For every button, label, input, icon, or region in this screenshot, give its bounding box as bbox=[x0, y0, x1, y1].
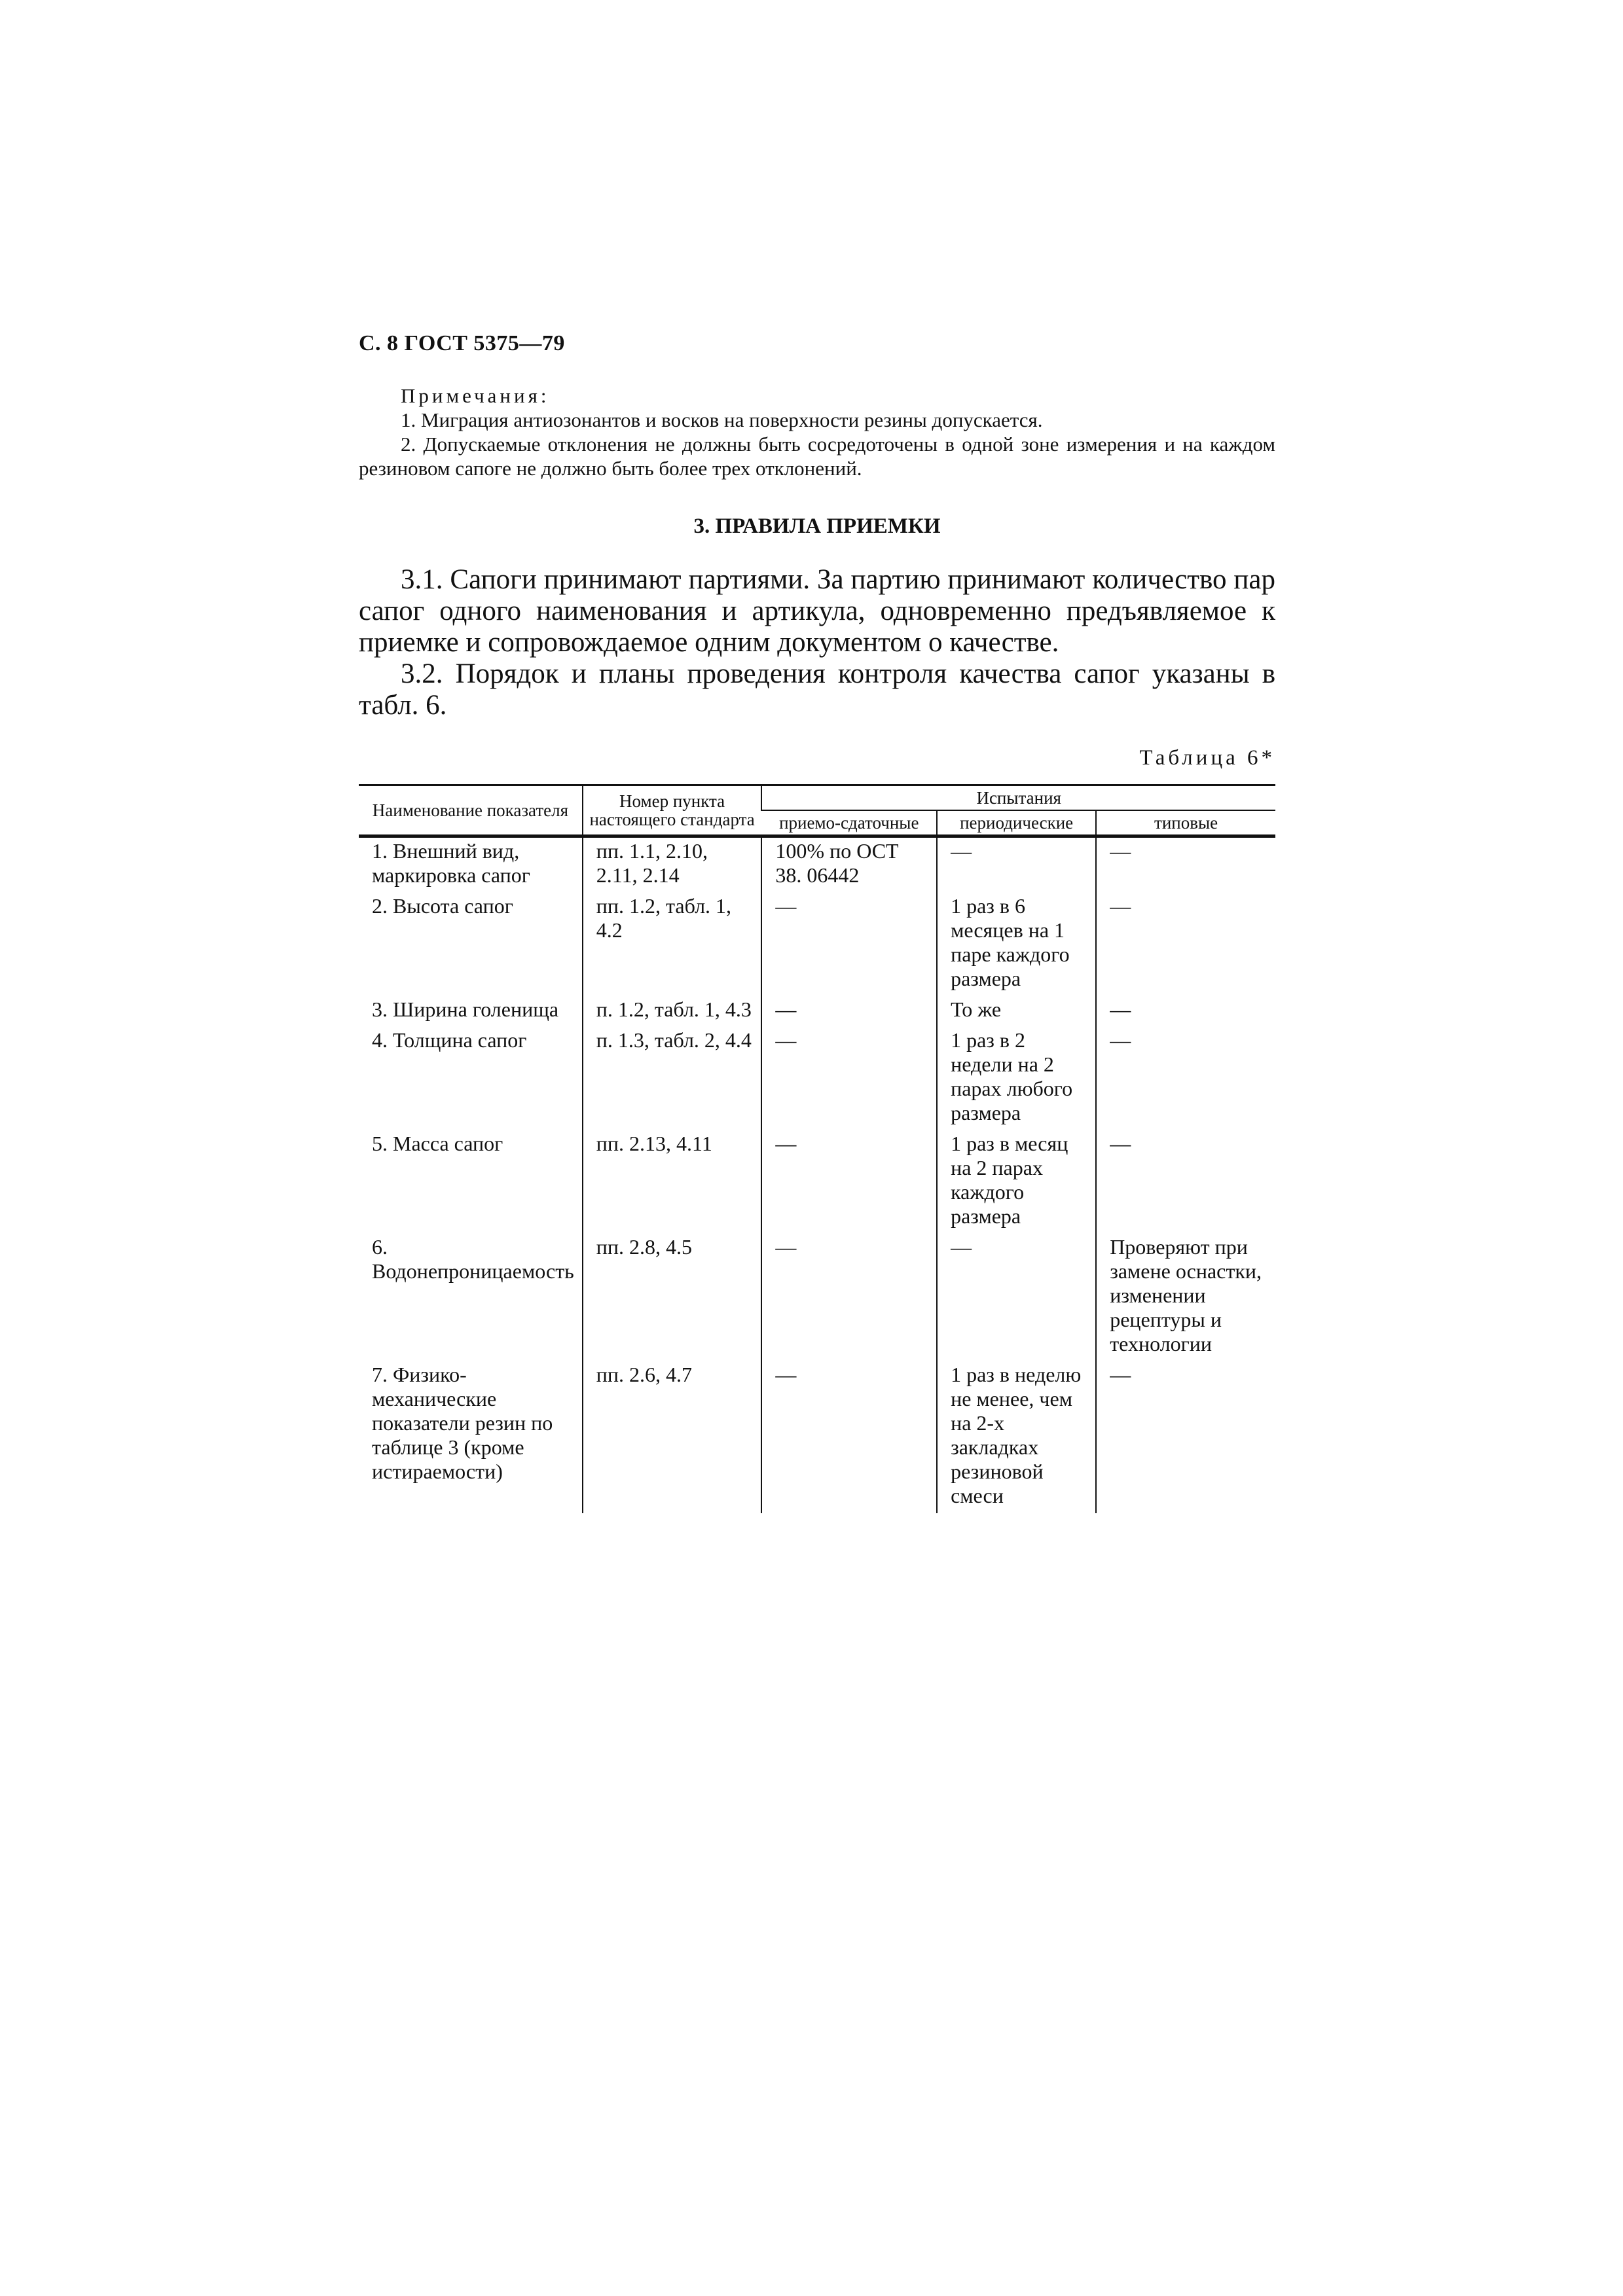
cell-periodic: 1 раз в 6 месяцев на 1 паре каждого размера bbox=[937, 893, 1096, 996]
cell-name: 3. Ширина голенища bbox=[372, 997, 559, 1021]
cell-name: 4. Толщина сапог bbox=[372, 1028, 527, 1052]
cell-periodic: 1 раз в 2 недели на 2 парах любого размера bbox=[937, 1027, 1096, 1130]
header-tests: Испытания bbox=[761, 785, 1275, 811]
cell-type: — bbox=[1096, 996, 1275, 1027]
section-title: 3. ПРАВИЛА ПРИЕМКИ bbox=[693, 514, 941, 538]
header-periodic: периодические bbox=[937, 810, 1096, 836]
header-type: типовые bbox=[1096, 810, 1275, 836]
notes-block bbox=[359, 384, 1275, 480]
cell-acceptance: — bbox=[761, 1130, 937, 1234]
table-row bbox=[359, 1361, 1275, 1513]
paragraph-3-2: 3.2. Порядок и планы проведения контроля качества сапог указаны в табл. 6. bbox=[359, 658, 1275, 721]
cell-periodic: То же bbox=[937, 996, 1096, 1027]
cell-clause: пп. 1.1, 2.10, 2.11, 2.14 bbox=[583, 836, 762, 893]
note-item-1: 1. Миграция антиозонантов и восков на поверхности резины допускается. bbox=[401, 408, 1043, 431]
cell-periodic: 1 раз в неделю не менее, чем на 2-х закладках резиновой смеси bbox=[937, 1361, 1096, 1513]
cell-type: — bbox=[1096, 893, 1275, 996]
section-body bbox=[359, 564, 1275, 721]
cell-clause: пп. 2.8, 4.5 bbox=[583, 1234, 762, 1361]
cell-acceptance: 100% по ОСТ 38. 06442 bbox=[761, 836, 937, 893]
cell-clause: п. 1.2, табл. 1, 4.3 bbox=[583, 996, 762, 1027]
cell-type: — bbox=[1096, 836, 1275, 893]
table-row bbox=[359, 893, 1275, 996]
table-row bbox=[359, 836, 1275, 893]
inspection-table bbox=[359, 784, 1275, 1513]
cell-periodic: 1 раз в месяц на 2 парах каждого размера bbox=[937, 1130, 1096, 1234]
cell-acceptance: — bbox=[761, 1027, 937, 1130]
table-row bbox=[359, 1234, 1275, 1361]
cell-acceptance: — bbox=[761, 1234, 937, 1361]
cell-clause: пп. 1.2, табл. 1, 4.2 bbox=[583, 893, 762, 996]
cell-type: — bbox=[1096, 1130, 1275, 1234]
table-row bbox=[359, 996, 1275, 1027]
cell-acceptance: — bbox=[761, 1361, 937, 1513]
paragraph-3-1: 3.1. Сапоги принимают партиями. За партию принимают количество пар сапог одного наименования и артикула, одновременно предъявляемое к приемке и сопровождаемое одним документом о качестве. bbox=[359, 564, 1275, 658]
cell-acceptance: — bbox=[761, 996, 937, 1027]
cell-name: 2. Высота сапог bbox=[372, 894, 513, 918]
cell-type: — bbox=[1096, 1027, 1275, 1130]
page-header: С. 8 ГОСТ 5375—79 bbox=[359, 331, 565, 355]
cell-periodic: — bbox=[937, 836, 1096, 893]
header-clause: Номер пункта настоящего стандарта bbox=[583, 785, 762, 836]
cell-periodic: — bbox=[937, 1234, 1096, 1361]
cell-name: 6. Водонепроницаемость bbox=[372, 1235, 574, 1283]
cell-type: Проверяют при замене оснастки, изменении рецептуры и технологии bbox=[1096, 1234, 1275, 1361]
cell-clause: пп. 2.6, 4.7 bbox=[583, 1361, 762, 1513]
cell-name: 5. Масса сапог bbox=[372, 1132, 503, 1155]
cell-acceptance: — bbox=[761, 893, 937, 996]
table-row bbox=[359, 1027, 1275, 1130]
cell-name: 7. Физико-механические показатели резин по таблице 3 (кроме истираемости) bbox=[372, 1363, 553, 1483]
cell-name: 1. Внешний вид, маркировка сапог bbox=[372, 839, 530, 887]
notes-title: Примечания: bbox=[401, 384, 550, 407]
cell-clause: п. 1.3, табл. 2, 4.4 bbox=[583, 1027, 762, 1130]
table-row bbox=[359, 1130, 1275, 1234]
table-caption: Таблица 6* bbox=[1139, 746, 1275, 770]
note-item-2: 2. Допускаемые отклонения не должны быть сосредоточены в одной зоне измерения и на каждом резиновом сапоге не должно быть более трех отклонений. bbox=[359, 433, 1275, 480]
cell-type: — bbox=[1096, 1361, 1275, 1513]
header-name: Наименование показателя bbox=[359, 785, 583, 836]
cell-clause: пп. 2.13, 4.11 bbox=[583, 1130, 762, 1234]
header-acceptance: приемо-сдаточные bbox=[761, 810, 937, 836]
